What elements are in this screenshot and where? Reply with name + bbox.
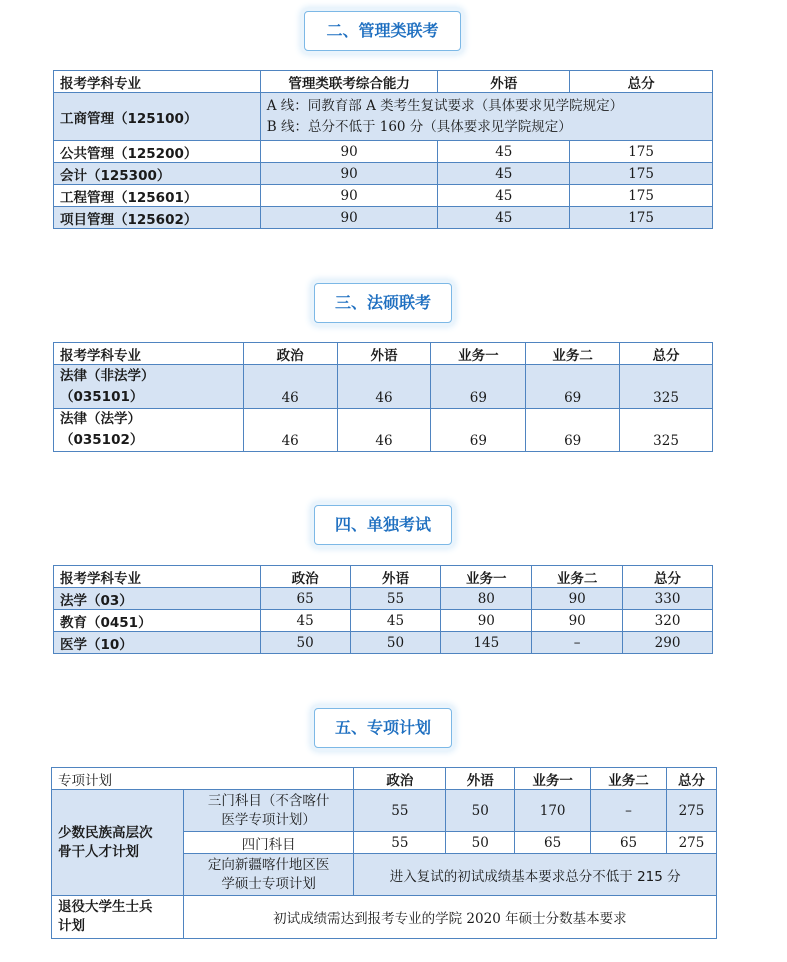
header-politics: 政治	[260, 566, 350, 588]
header-subject-2: 业务二	[532, 566, 623, 588]
row-label: 工商管理（125100）	[54, 93, 261, 141]
header-total: 总分	[666, 768, 716, 790]
score-cell: 325	[620, 409, 713, 452]
header-subject-1: 业务一	[431, 343, 526, 365]
score-cell: 275	[666, 832, 716, 854]
row-label: 医学（10）	[54, 632, 261, 654]
section-title-law: 三、法硕联考	[314, 283, 452, 323]
row-label	[54, 365, 244, 409]
score-cell: 290	[623, 632, 713, 654]
score-cell: 50	[350, 632, 441, 654]
row-label: 公共管理（125200）	[54, 141, 261, 163]
veteran-requirement: 初试成绩需达到报考专业的学院 2020 年硕士分数基本要求	[183, 896, 716, 939]
header-politics: 政治	[354, 768, 446, 790]
score-cell: –	[591, 790, 667, 832]
header-major: 报考学科专业	[54, 566, 261, 588]
score-cell: 90	[532, 610, 623, 632]
score-cell: 50	[260, 632, 350, 654]
score-cell: 69	[431, 365, 526, 409]
header-foreign-lang: 外语	[337, 343, 431, 365]
header-major: 报考学科专业	[54, 343, 244, 365]
header-total: 总分	[620, 343, 713, 365]
special-plan-table	[51, 767, 717, 939]
score-cell: 90	[532, 588, 623, 610]
header-subject-1: 业务一	[441, 566, 532, 588]
score-cell: 46	[337, 365, 431, 409]
score-cell: 46	[337, 409, 431, 452]
section-title-special: 五、专项计划	[314, 708, 452, 748]
score-cell: 45	[438, 207, 570, 229]
mba-requirement	[260, 93, 712, 141]
score-cell: 45	[260, 610, 350, 632]
section-title-single: 四、单独考试	[314, 505, 452, 545]
header-subject-1: 业务一	[515, 768, 591, 790]
row-label: 项目管理（125602）	[54, 207, 261, 229]
header-foreign-lang: 外语	[438, 71, 570, 93]
score-cell: 170	[515, 790, 591, 832]
score-cell: 45	[438, 163, 570, 185]
header-special-plan: 专项计划	[52, 768, 354, 790]
score-cell: 45	[350, 610, 441, 632]
score-cell: 330	[623, 588, 713, 610]
header-total: 总分	[570, 71, 713, 93]
score-cell: 175	[570, 141, 713, 163]
score-cell: 275	[666, 790, 716, 832]
row-label: 教育（0451）	[54, 610, 261, 632]
score-cell: 175	[570, 207, 713, 229]
score-cell: 80	[441, 588, 532, 610]
header-foreign-lang: 外语	[446, 768, 515, 790]
section-title-mgmt: 二、管理类联考	[304, 11, 461, 51]
header-total: 总分	[623, 566, 713, 588]
score-cell: 325	[620, 365, 713, 409]
header-foreign-lang: 外语	[350, 566, 441, 588]
line-a-text: A 线：同教育部 A 类考生复试要求（具体要求见学院规定）	[266, 97, 624, 114]
score-cell: 65	[515, 832, 591, 854]
score-cell: 90	[260, 185, 438, 207]
header-politics: 政治	[243, 343, 337, 365]
kashgar-requirement: 进入复试的初试成绩基本要求总分不低于 215 分	[354, 854, 717, 896]
score-cell: 50	[446, 832, 515, 854]
score-cell: 46	[243, 409, 337, 452]
header-major: 报考学科专业	[54, 71, 261, 93]
line-b-text: B 线：总分不低于 160 分（具体要求见学院规定）	[266, 118, 572, 135]
mgmt-table	[53, 70, 713, 229]
score-cell: 46	[243, 365, 337, 409]
score-cell: 90	[260, 207, 438, 229]
score-cell: 55	[350, 588, 441, 610]
score-cell: 90	[260, 163, 438, 185]
score-cell: 55	[354, 832, 446, 854]
row-label	[54, 409, 244, 452]
row-label: 法学（03）	[54, 588, 261, 610]
score-cell: 320	[623, 610, 713, 632]
three-subjects-label: 三门科目（不含喀什 医学专项计划）	[183, 790, 354, 832]
score-cell: 45	[438, 141, 570, 163]
score-cell: 55	[354, 790, 446, 832]
score-cell: 45	[438, 185, 570, 207]
score-cell: 65	[591, 832, 667, 854]
veteran-plan-label: 退役大学生士兵 计划	[52, 896, 184, 939]
kashgar-plan-label: 定向新疆喀什地区医 学硕士专项计划	[183, 854, 354, 896]
score-cell: –	[532, 632, 623, 654]
row-label-name: 法律（法学）	[60, 411, 141, 427]
score-cell: 90	[441, 610, 532, 632]
score-cell: 69	[431, 409, 526, 452]
law-table	[53, 342, 713, 452]
minority-plan-label: 少数民族高层次 骨干人才计划	[52, 790, 184, 896]
header-subject-2: 业务二	[526, 343, 620, 365]
score-cell: 69	[526, 409, 620, 452]
row-label-name: 法律（非法学）	[60, 367, 155, 384]
score-cell: 145	[441, 632, 532, 654]
header-mgmt-ability: 管理类联考综合能力	[260, 71, 438, 93]
row-label-code: （035101）	[60, 388, 144, 405]
single-exam-table	[53, 565, 713, 654]
four-subjects-label: 四门科目	[183, 832, 354, 854]
score-cell: 90	[260, 141, 438, 163]
header-subject-2: 业务二	[591, 768, 667, 790]
row-label: 会计（125300）	[54, 163, 261, 185]
score-cell: 175	[570, 185, 713, 207]
score-cell: 69	[526, 365, 620, 409]
score-cell: 175	[570, 163, 713, 185]
score-cell: 50	[446, 790, 515, 832]
row-label: 工程管理（125601）	[54, 185, 261, 207]
score-cell: 65	[260, 588, 350, 610]
row-label-code: （035102）	[60, 432, 144, 448]
